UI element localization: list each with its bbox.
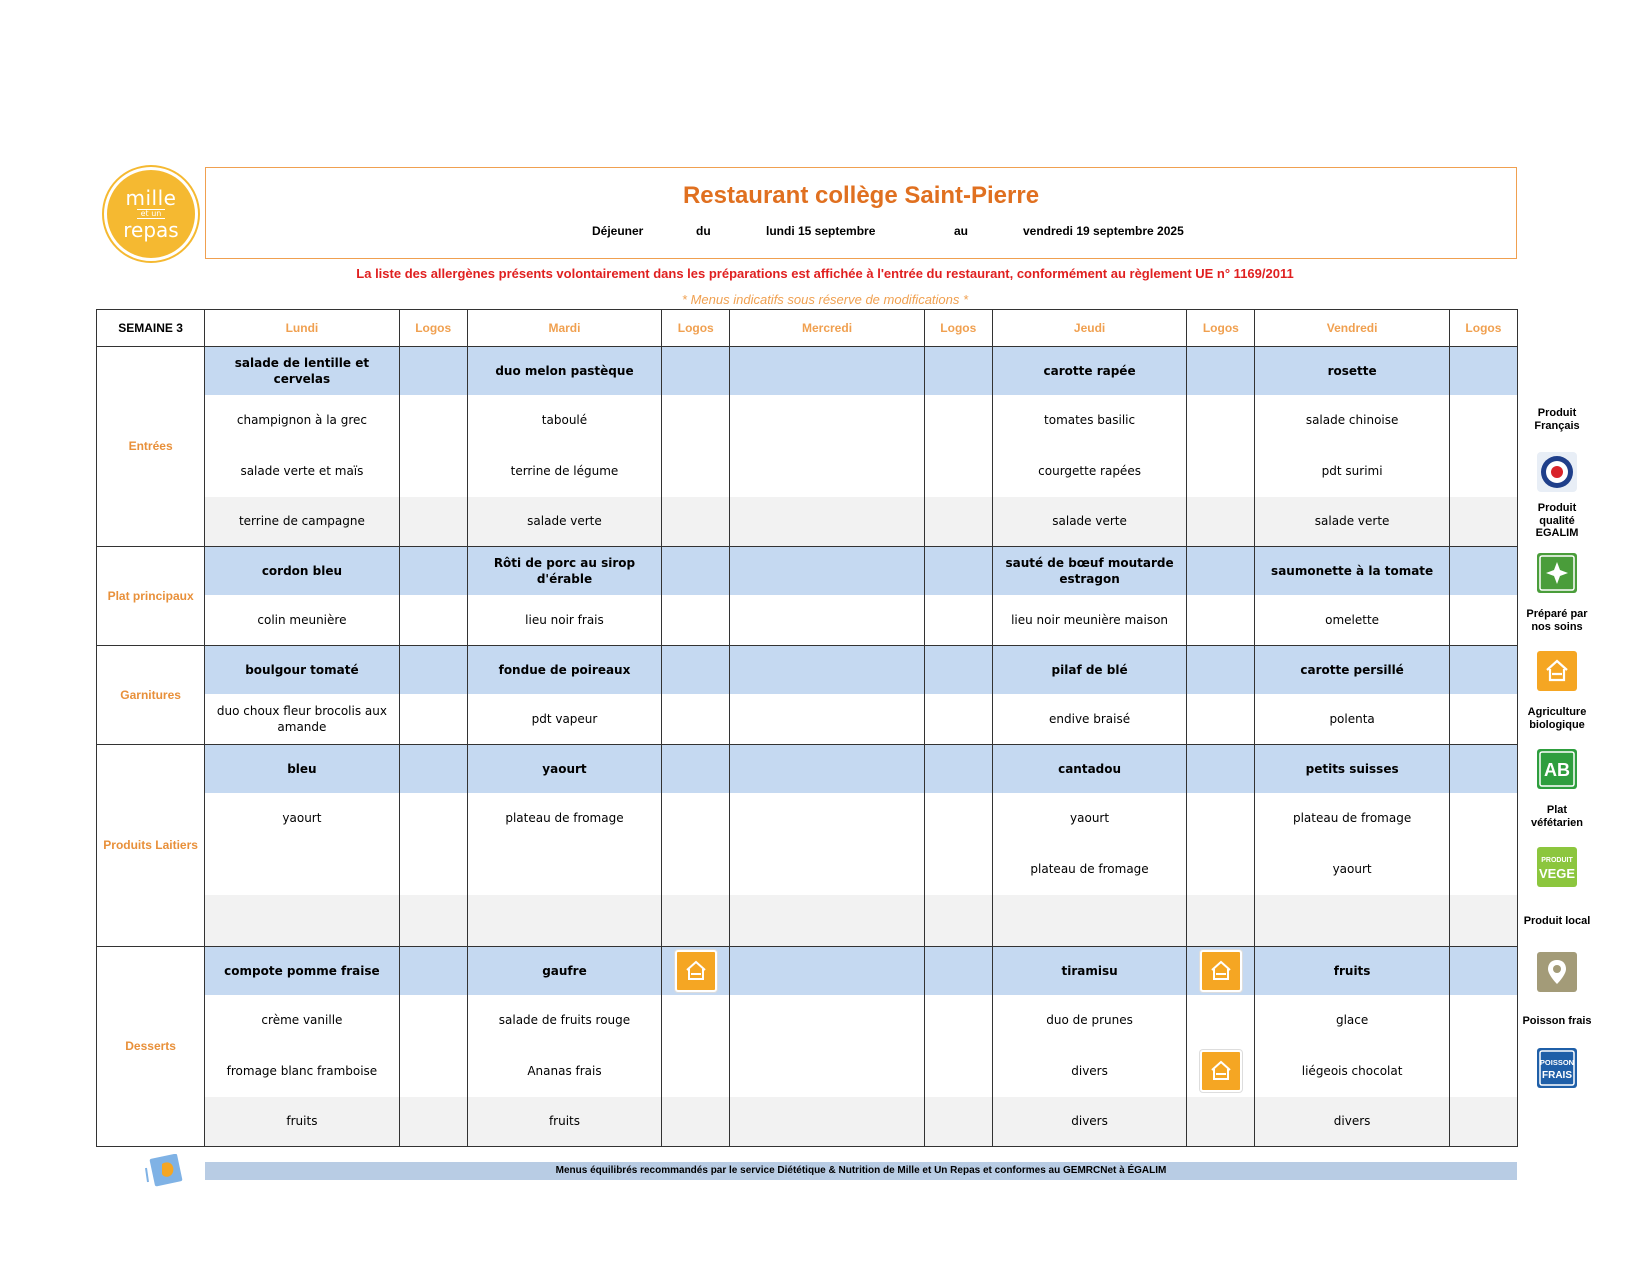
prepared-icon — [1200, 950, 1242, 992]
table-row — [97, 395, 1518, 446]
table-row — [97, 347, 1518, 395]
logo-cell — [662, 646, 730, 694]
logo-cell — [1187, 547, 1255, 595]
legend-label: Agriculture biologique — [1527, 706, 1587, 731]
legend-label: Préparé par nos soins — [1526, 608, 1588, 633]
logo-cell — [662, 395, 730, 446]
logo-cell — [1187, 497, 1255, 547]
menu-cell: sauté de bœuf moutarde estragon — [992, 547, 1186, 595]
menu-cell: fondue de poireaux — [467, 646, 661, 694]
day-header: Mercredi — [730, 310, 924, 347]
logo-cell — [399, 646, 467, 694]
legend-label: Produit local — [1523, 915, 1591, 927]
logo-cell — [662, 844, 730, 895]
table-row — [97, 1097, 1518, 1147]
menu-cell — [730, 347, 924, 395]
menu-cell: carotte persillé — [1255, 646, 1449, 694]
menu-cell: tiramisu — [992, 947, 1186, 995]
allergen-notice: La liste des allergènes présents volontairement dans les préparations est affichée à l'entrée du restaurant, conformément au règlement UE n° 1169/2011 — [356, 266, 1294, 281]
menu-cell: fruits — [205, 1097, 399, 1147]
logo-cell — [1187, 595, 1255, 646]
logo-cell — [924, 497, 992, 547]
logo-cell — [1449, 547, 1517, 595]
logo-cell — [1187, 1097, 1255, 1147]
logo-cell — [1449, 745, 1517, 793]
menu-cell: duo melon pastèque — [467, 347, 661, 395]
fresh-fish-icon — [1537, 1048, 1577, 1088]
logo-cell — [399, 793, 467, 844]
menu-cell: glace — [1255, 995, 1449, 1046]
table-row — [97, 595, 1518, 646]
logo-cell — [924, 844, 992, 895]
menu-cell: plateau de fromage — [1255, 793, 1449, 844]
menu-cell — [992, 895, 1186, 947]
logo-cell — [1449, 347, 1517, 395]
logos-header: Logos — [399, 310, 467, 347]
day-header: Mardi — [467, 310, 661, 347]
menu-cell: compote pomme fraise — [205, 947, 399, 995]
logo-cell — [1449, 1046, 1517, 1097]
table-row — [97, 947, 1518, 995]
menu-cell: divers — [1255, 1097, 1449, 1147]
indicative-notice: * Menus indicatifs sous réserve de modifications * — [681, 292, 969, 307]
logo-cell — [399, 1046, 467, 1097]
menu-cell: courgette rapées — [992, 446, 1186, 497]
day-header: Vendredi — [1255, 310, 1449, 347]
logo-cell — [1187, 694, 1255, 745]
logo-cell — [662, 745, 730, 793]
category-label: Entrées — [97, 347, 205, 547]
menu-cell: champignon à la grec — [205, 395, 399, 446]
logo-cell — [662, 1097, 730, 1147]
menu-cell: carotte rapée — [992, 347, 1186, 395]
logo-cell — [662, 497, 730, 547]
menu-cell: boulgour tomaté — [205, 646, 399, 694]
logo-cell — [924, 694, 992, 745]
logo-cell — [662, 895, 730, 947]
logo-cell — [399, 497, 467, 547]
menu-body — [97, 347, 1518, 1147]
logo-cell — [1187, 745, 1255, 793]
menu-cell — [1255, 895, 1449, 947]
logo-cell — [662, 793, 730, 844]
menu-cell: saumonette à la tomate — [1255, 547, 1449, 595]
logo-cell — [1449, 947, 1517, 995]
logo-cell — [1187, 395, 1255, 446]
menu-cell: terrine de légume — [467, 446, 661, 497]
logo-cell — [1187, 347, 1255, 395]
menu-cell: yaourt — [205, 793, 399, 844]
menu-cell — [730, 995, 924, 1046]
prepared-icon — [1537, 651, 1577, 691]
category-label: Produits Laitiers — [97, 745, 205, 947]
menu-cell: polenta — [1255, 694, 1449, 745]
logos-header: Logos — [1187, 310, 1255, 347]
menu-cell — [205, 895, 399, 947]
menu-cell: pdt surimi — [1255, 446, 1449, 497]
footer-note: Menus équilibrés recommandés par le service Diététique & Nutrition de Mille et Un Repas et conformes au GEMRCNet à ÉGALIM — [205, 1162, 1517, 1180]
logo-cell — [399, 694, 467, 745]
header-row — [97, 310, 1518, 347]
table-row — [97, 844, 1518, 895]
table-row — [97, 547, 1518, 595]
menu-cell: salade chinoise — [1255, 395, 1449, 446]
logo-cell — [924, 745, 992, 793]
menu-cell — [205, 844, 399, 895]
menu-cell: lieu noir meunière maison — [992, 595, 1186, 646]
logo-cell — [1187, 947, 1255, 995]
logo-cell — [662, 595, 730, 646]
table-row — [97, 1046, 1518, 1097]
fresh-fish-icon-text-top: POISSON — [1539, 1058, 1575, 1067]
logos-header: Logos — [662, 310, 730, 347]
logo-cell — [1449, 1097, 1517, 1147]
brand-line-3: repas — [123, 218, 179, 242]
brand-line-1: mille — [125, 186, 177, 210]
table-row — [97, 694, 1518, 745]
logo-cell — [924, 446, 992, 497]
logo-cell — [924, 793, 992, 844]
logo-cell — [924, 1097, 992, 1147]
menu-cell — [730, 547, 924, 595]
logo-cell — [1187, 895, 1255, 947]
logo-cell — [399, 947, 467, 995]
menu-cell: salade verte et maïs — [205, 446, 399, 497]
menu-cell — [730, 895, 924, 947]
logo-cell — [1449, 497, 1517, 547]
table-row — [97, 497, 1518, 547]
logo-cell — [924, 347, 992, 395]
menu-cell: yaourt — [467, 745, 661, 793]
logo-cell — [924, 895, 992, 947]
logo-cell — [662, 947, 730, 995]
menu-cell — [730, 947, 924, 995]
logo-cell — [1449, 446, 1517, 497]
day-header: Jeudi — [992, 310, 1186, 347]
logo-cell — [662, 694, 730, 745]
menu-cell — [730, 497, 924, 547]
logo-cell — [1187, 446, 1255, 497]
menu-cell: pilaf de blé — [992, 646, 1186, 694]
menu-cell — [730, 793, 924, 844]
menu-cell — [730, 844, 924, 895]
menu-cell: endive braisé — [992, 694, 1186, 745]
logo-cell — [662, 1046, 730, 1097]
logo-cell — [1449, 844, 1517, 895]
logo-cell — [662, 995, 730, 1046]
menu-cell: colin meunière — [205, 595, 399, 646]
logo-cell — [662, 547, 730, 595]
organic-icon — [1537, 749, 1577, 789]
menu-cell: cordon bleu — [205, 547, 399, 595]
to-label: au — [954, 224, 969, 238]
logo-cell — [1187, 995, 1255, 1046]
category-label: Desserts — [97, 947, 205, 1147]
fresh-fish-icon-text-bottom: FRAIS — [1542, 1070, 1572, 1081]
logo-cell — [924, 595, 992, 646]
menu-cell: salade de lentille et cervelas — [205, 347, 399, 395]
legend-label: Produit qualité EGALIM — [1535, 502, 1579, 540]
menu-cell: fromage blanc framboise — [205, 1046, 399, 1097]
logo-cell — [924, 1046, 992, 1097]
menu-cell: taboulé — [467, 395, 661, 446]
vegetarian-icon-text-top: PRODUIT — [1541, 857, 1573, 864]
menu-cell — [730, 595, 924, 646]
menu-cell: salade verte — [467, 497, 661, 547]
table-row — [97, 646, 1518, 694]
menu-cell: bleu — [205, 745, 399, 793]
menu-cell — [730, 1046, 924, 1097]
menu-cell: yaourt — [1255, 844, 1449, 895]
brand-logo — [104, 167, 198, 261]
menu-cell: salade de fruits rouge — [467, 995, 661, 1046]
menu-cell — [730, 395, 924, 446]
legend-label: Poisson frais — [1522, 1015, 1592, 1027]
menu-cell: omelette — [1255, 595, 1449, 646]
menu-cell: tomates basilic — [992, 395, 1186, 446]
logo-cell — [399, 547, 467, 595]
french-product-icon — [1537, 452, 1577, 492]
organic-icon-text: AB — [1544, 760, 1570, 780]
menu-cell: Rôti de porc au sirop d'érable — [467, 547, 661, 595]
menu-cell — [730, 694, 924, 745]
logo-cell — [1449, 995, 1517, 1046]
brand-line-2: et un — [137, 209, 166, 219]
logo-cell — [399, 1097, 467, 1147]
menu-cell — [730, 1097, 924, 1147]
menu-cell: fruits — [467, 1097, 661, 1147]
menu-cell — [730, 745, 924, 793]
prepared-icon — [1200, 1050, 1242, 1092]
logo-cell — [399, 995, 467, 1046]
menu-cell: crème vanille — [205, 995, 399, 1046]
menu-cell: petits suisses — [1255, 745, 1449, 793]
logo-cell — [1449, 895, 1517, 947]
vegetarian-icon-text-bottom: VEGE — [1538, 866, 1576, 881]
menu-cell: liégeois chocolat — [1255, 1046, 1449, 1097]
logo-cell — [1187, 646, 1255, 694]
logo-cell — [662, 347, 730, 395]
legend-label: Plat véfétarien — [1531, 804, 1583, 829]
logo-cell — [1449, 646, 1517, 694]
menu-cell: salade verte — [992, 497, 1186, 547]
menu-cell — [467, 844, 661, 895]
logo-cell — [399, 745, 467, 793]
logo-cell — [662, 446, 730, 497]
menu-cell: lieu noir frais — [467, 595, 661, 646]
table-row — [97, 446, 1518, 497]
logo-cell — [399, 844, 467, 895]
menu-table — [96, 309, 1518, 1147]
menu-cell: divers — [992, 1097, 1186, 1147]
logo-cell — [924, 646, 992, 694]
logo-cell — [399, 347, 467, 395]
logo-cell — [924, 947, 992, 995]
from-date: lundi 15 septembre — [766, 224, 876, 238]
logo-cell — [924, 395, 992, 446]
menu-cell: gaufre — [467, 947, 661, 995]
week-label: SEMAINE 3 — [97, 310, 205, 347]
menu-cell — [730, 646, 924, 694]
nutrition-logo — [142, 1154, 188, 1188]
logo-cell — [924, 547, 992, 595]
prepared-icon — [675, 950, 717, 992]
menu-cell: rosette — [1255, 347, 1449, 395]
vegetarian-icon — [1537, 847, 1577, 887]
menu-cell: cantadou — [992, 745, 1186, 793]
menu-cell: pdt vapeur — [467, 694, 661, 745]
logo-cell — [1187, 844, 1255, 895]
logo-cell — [1187, 1046, 1255, 1097]
day-header: Lundi — [205, 310, 399, 347]
logos-header: Logos — [1449, 310, 1517, 347]
menu-cell: yaourt — [992, 793, 1186, 844]
menu-cell — [467, 895, 661, 947]
menu-cell — [730, 446, 924, 497]
header-box — [205, 167, 1517, 259]
logo-cell — [1449, 395, 1517, 446]
egalim-icon — [1537, 553, 1577, 593]
menu-cell: divers — [992, 1046, 1186, 1097]
menu-cell: fruits — [1255, 947, 1449, 995]
logo-cell — [1449, 595, 1517, 646]
category-label: Plat principaux — [97, 547, 205, 646]
logo-cell — [924, 995, 992, 1046]
to-date: vendredi 19 septembre 2025 — [1023, 224, 1184, 238]
menu-cell: terrine de campagne — [205, 497, 399, 547]
table-row — [97, 895, 1518, 947]
menu-cell: duo choux fleur brocolis aux amande — [205, 694, 399, 745]
menu-cell: salade verte — [1255, 497, 1449, 547]
page-title: Restaurant collège Saint-Pierre — [682, 182, 1040, 209]
logo-cell — [399, 895, 467, 947]
meal-label: Déjeuner — [592, 224, 644, 238]
legend-label: Produit Français — [1534, 407, 1580, 432]
logo-cell — [399, 595, 467, 646]
local-product-icon — [1537, 952, 1577, 992]
table-row — [97, 793, 1518, 844]
logo-cell — [399, 446, 467, 497]
logos-header: Logos — [924, 310, 992, 347]
logo-cell — [1187, 793, 1255, 844]
menu-cell: Ananas frais — [467, 1046, 661, 1097]
category-label: Garnitures — [97, 646, 205, 745]
menu-cell: plateau de fromage — [467, 793, 661, 844]
logo-cell — [1449, 793, 1517, 844]
logo-cell — [399, 395, 467, 446]
from-label: du — [696, 224, 711, 238]
menu-cell: plateau de fromage — [992, 844, 1186, 895]
menu-cell: duo de prunes — [992, 995, 1186, 1046]
table-row — [97, 995, 1518, 1046]
table-row — [97, 745, 1518, 793]
logo-cell — [1449, 694, 1517, 745]
